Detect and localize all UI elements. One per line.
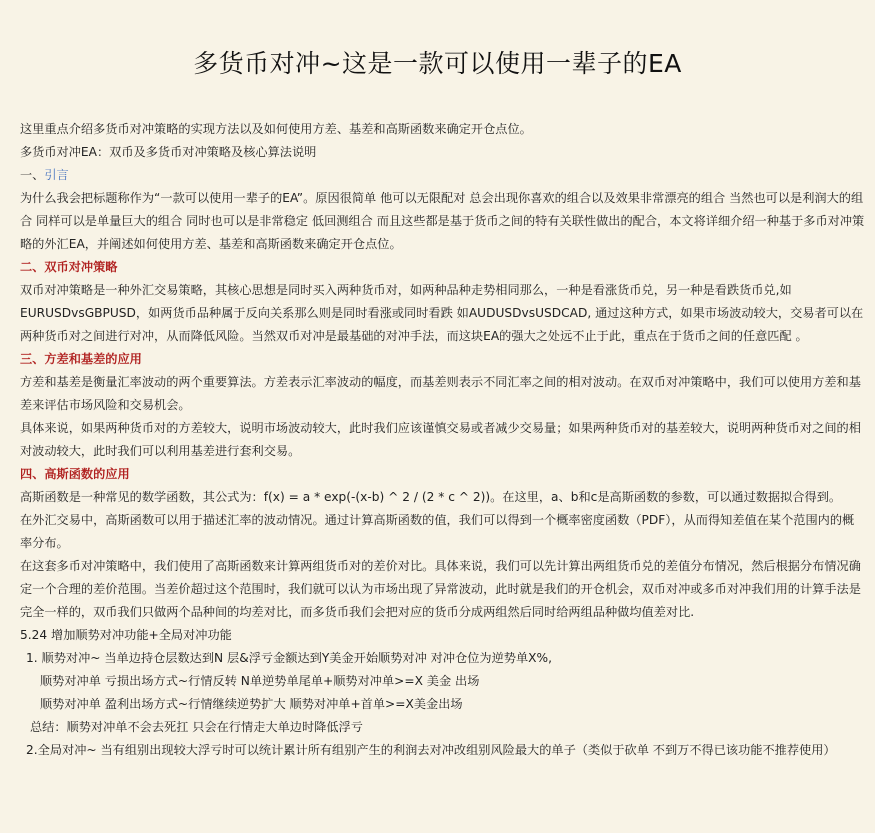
- update-heading: 5.24 增加顺势对冲功能+全局对冲功能: [20, 628, 232, 642]
- update-item-2: 2.全局对冲~ 当有组别出现较大浮亏时可以统计累计所有组别产生的利润去对冲改组别风险最大的单子（类似于砍单 不到万不得已该功能不推荐使用）: [26, 743, 836, 757]
- section-1-title: 引言: [44, 168, 69, 182]
- section-4-prefix: 四、: [20, 467, 45, 481]
- page-title: 多货币对冲~这是一款可以使用一辈子的EA: [193, 49, 682, 78]
- update-item-1b: 顺势对冲单 盈利出场方式~行情继续逆势扩大 顺势对冲单+首单>=X美金出场: [40, 697, 463, 711]
- section-3-prefix: 三、: [20, 352, 45, 366]
- section-4-paragraph-1: 高斯函数是一种常见的数学函数，其公式为：f(x) = a * exp(-(x-b) ^ 2 / (2 * c ^ 2))。在这里，a、b和c是高斯函数的参数，可以通过数据拟合得到。: [20, 490, 842, 504]
- section-1-prefix: 一、: [20, 168, 45, 182]
- section-heading-4: [20, 463, 865, 486]
- section-2-prefix: 二、: [20, 260, 45, 274]
- section-4-title: 高斯函数的应用: [44, 467, 130, 481]
- intro-line-1: 这里重点介绍多货币对冲策略的实现方法以及如何使用方差、基差和高斯函数来确定开仓点位。: [20, 122, 532, 136]
- section-3-paragraph-1: 方差和基差是衡量汇率波动的两个重要算法。方差表示汇率波动的幅度，而基差则表示不同汇率之间的相对波动。在双币对冲策略中，我们可以使用方差和基差来评估市场风险和交易机会。: [20, 375, 861, 412]
- update-item-1: 1. 顺势对冲~ 当单边持仓层数达到N 层&浮亏金额达到Y美金开始顺势对冲 对冲仓位为逆势单X%,: [26, 651, 552, 665]
- section-2-title: 双币对冲策略: [44, 260, 118, 274]
- update-item-1a: 顺势对冲单 亏损出场方式~行情反转 N单逆势单尾单+顺势对冲单>=X 美金 出场: [40, 674, 480, 688]
- section-heading-2: [20, 256, 865, 279]
- section-3-title: 方差和基差的应用: [44, 352, 142, 366]
- intro-line-2: 多货币对冲EA：双币及多货币对冲策略及核心算法说明: [20, 145, 317, 159]
- article-body: [20, 118, 865, 762]
- section-2-paragraph-1: 双币对冲策略是一种外汇交易策略，其核心思想是同时买入两种货币对，如两种品种走势相同那么，一种是看涨货币兑，另一种是看跌货币兑,如EURUSDvsGBPUSD，如两货币品种属于反向关系那么则是同时看涨或同时看跌 如AUDUSDvsUSDCAD, 通过这种方式，如果市场波动较大，交易者可以在两种货币对之间进行对冲，从而降低风险。当然双币对冲是最基础的对冲手法，而这块EA的强大之处远不止于此，重点在于货币之间的任意匹配 。: [20, 283, 864, 343]
- section-3-paragraph-2: 具体来说，如果两种货币对的方差较大，说明市场波动较大，此时我们应该谨慎交易或者减少交易量；如果两种货币对的基差较大，说明两种货币对之间的相对波动较大，此时我们可以利用基差进行套利交易。: [20, 421, 861, 458]
- section-heading-3: [20, 348, 865, 371]
- update-item-1c: 总结：顺势对冲单不会去死扛 只会在行情走大单边时降低浮亏: [30, 720, 363, 734]
- section-4-paragraph-3: 在这套多币对冲策略中，我们使用了高斯函数来计算两组货币对的差价对比。具体来说，我们可以先计算出两组货币兑的差值分布情况，然后根据分布情况确定一个合理的差价范围。当差价超过这个范围时，我们就可以认为市场出现了异常波动，此时就是我们的开仓机会，双币对冲或多币对冲我们用的计算手法是完全一样的，双币我们只做两个品种间的均差对比，而多货币我们会把对应的货币分成两组然后同时给两组品种做均值差对比.: [20, 559, 861, 619]
- section-4-paragraph-2: 在外汇交易中，高斯函数可以用于描述汇率的波动情况。通过计算高斯函数的值，我们可以得到一个概率密度函数（PDF），从而得知差值在某个范围内的概率分布。: [20, 513, 855, 550]
- section-heading-1: [20, 164, 865, 187]
- section-1-paragraph-1: 为什么我会把标题称作为“一款可以使用一辈子的EA”。原因很简单 他可以无限配对 总会出现你喜欢的组合以及效果非常漂亮的组合 当然也可以是利润大的组合 同样可以是单量巨大的组合 同时也可以是非常稳定 低回测组合 而且这些都是基于货币之间的特有关联性做出的配合，本文将详细介绍一种基于多币对冲策略的外汇EA，并阐述如何使用方差、基差和高斯函数来确定开仓点位。: [20, 191, 865, 251]
